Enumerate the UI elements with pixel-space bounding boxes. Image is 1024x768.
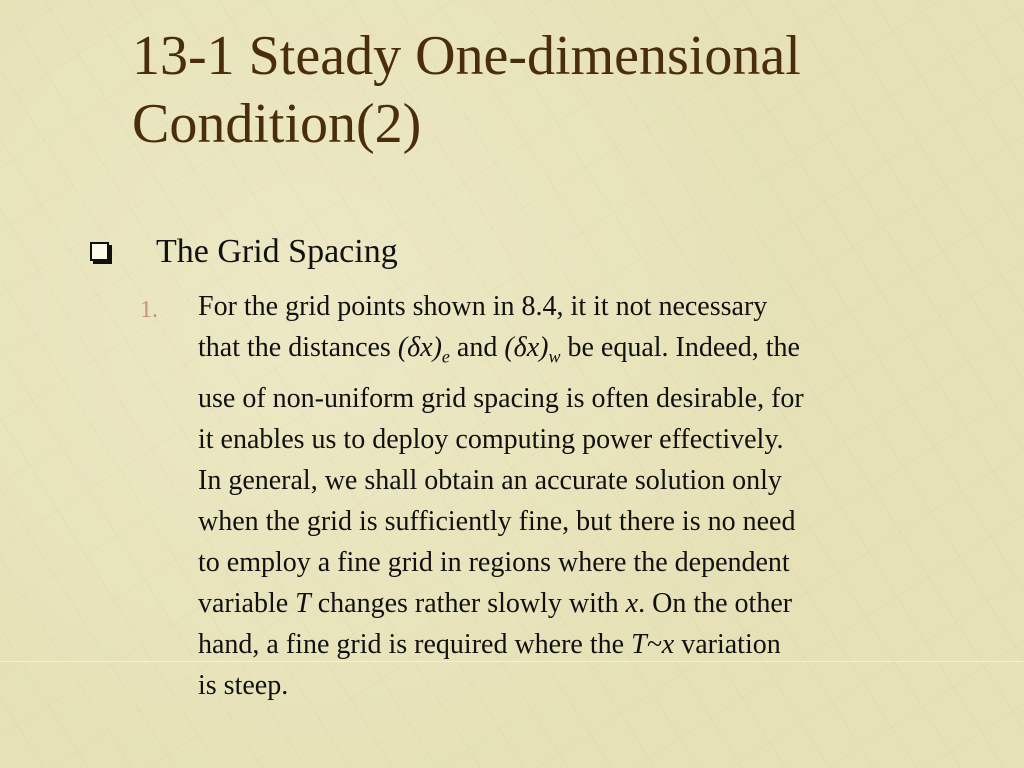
text-run: hand, a fine grid is required where the <box>198 628 632 660</box>
bullet-heading: The Grid Spacing <box>156 233 398 270</box>
paragraph-line <box>198 583 968 624</box>
delta-x-w <box>504 332 561 367</box>
text-run: variable <box>198 587 296 619</box>
slide-title <box>132 22 992 158</box>
variable-T: T <box>295 587 311 619</box>
delta-x-e <box>397 332 450 367</box>
variable-x: x <box>625 587 639 619</box>
text-run: (δx) <box>504 332 549 363</box>
paragraph-line: when the grid is sufficiently fine, but there is no need <box>198 505 796 537</box>
text-run: . On the other <box>638 587 793 619</box>
paragraph-line: For the grid points shown in 8.4, it it not necessary <box>198 291 768 322</box>
paragraph-line <box>198 327 968 378</box>
paragraph-line: is steep. <box>198 669 289 701</box>
slide-title-line-2: Condition(2) <box>132 93 422 155</box>
paragraph-line: use of non-uniform grid spacing is often desirable, for <box>198 382 804 414</box>
paragraph-line: In general, we shall obtain an accurate solution only <box>198 464 782 496</box>
text-run: variation <box>674 628 781 660</box>
paragraph-line: to employ a fine grid in regions where the dependent <box>198 546 790 578</box>
paragraph-line: it enables us to deploy computing power effectively. <box>198 423 784 455</box>
checkbox-bullet-icon <box>90 242 109 261</box>
text-run: and <box>449 332 505 363</box>
slide-title-line-1: 13-1 Steady One-dimensional <box>132 25 801 87</box>
text-run: that the distances <box>198 332 398 363</box>
subscript-w: w <box>548 346 561 367</box>
list-number: 1. <box>140 297 158 323</box>
paragraph-line <box>198 624 968 665</box>
paragraph <box>198 286 968 706</box>
variable-T-x: T~x <box>631 628 675 660</box>
text-run: be equal. Indeed, the <box>560 332 800 363</box>
subscript-e: e <box>441 346 450 367</box>
text-run: (δx) <box>397 332 442 363</box>
text-run: changes rather slowly with <box>310 587 626 619</box>
divider <box>0 661 1024 662</box>
